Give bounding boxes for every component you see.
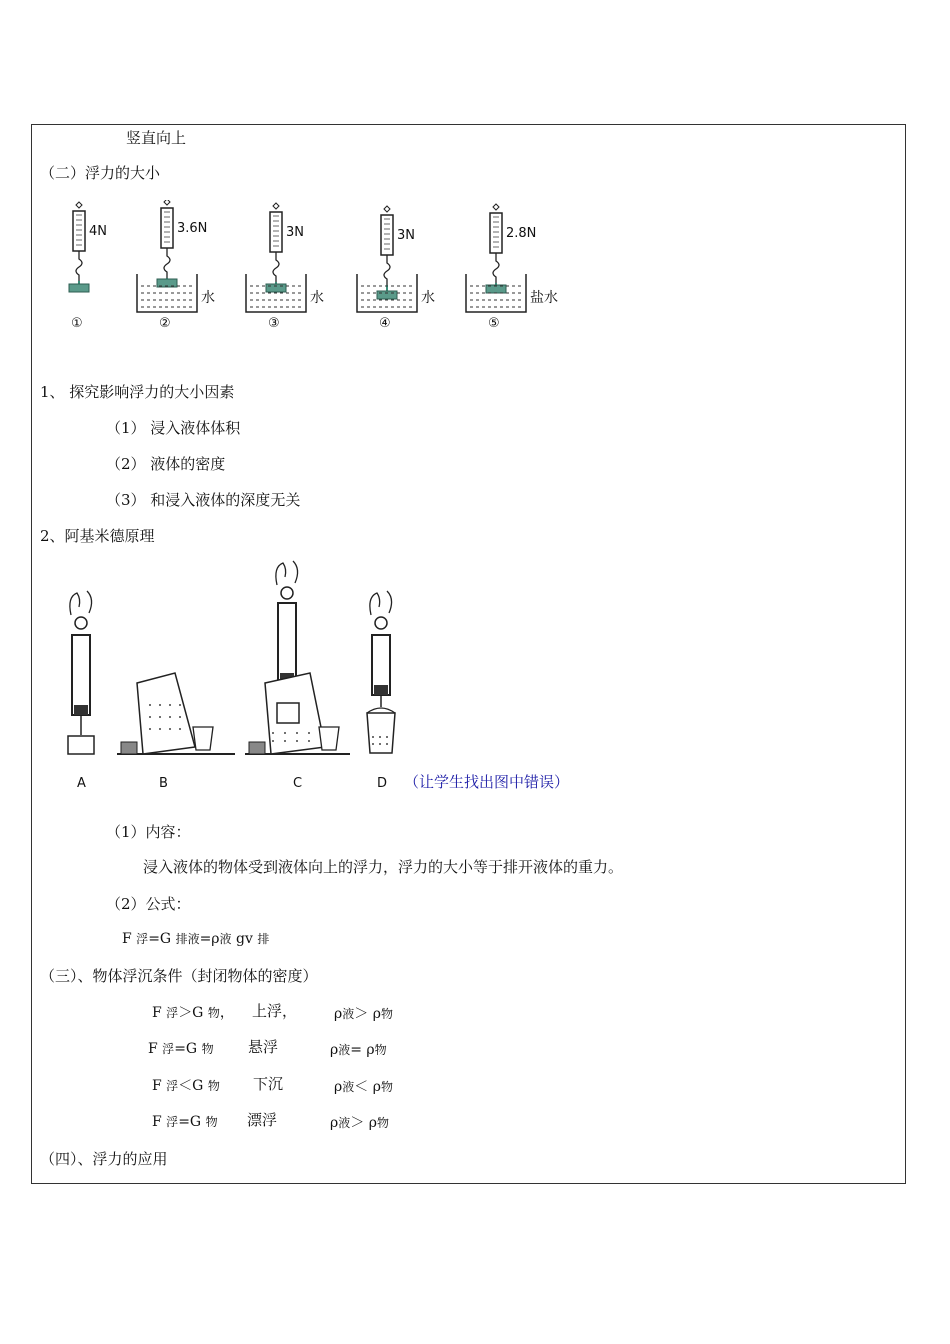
step-number: ③	[268, 316, 280, 331]
condition-force: F 浮=G 物	[152, 1114, 218, 1130]
step-number: ①	[71, 316, 83, 331]
condition-density: ρ液＞ ρ物	[334, 1006, 393, 1022]
condition-density: ρ液＞ ρ物	[330, 1115, 389, 1131]
item-2-archimedes: 2、阿基米德原理	[40, 527, 155, 545]
condition-force: F 浮＞G 物，	[152, 1005, 234, 1021]
scale-reading: 4N	[89, 224, 107, 239]
scale-reading: 3N	[286, 225, 304, 240]
formula-label: （2）公式：	[106, 895, 191, 913]
condition-state: 下沉	[253, 1075, 284, 1093]
content-label: （1）内容：	[106, 823, 191, 841]
spring-scale-3	[246, 203, 324, 331]
spring-scale-4	[357, 206, 435, 331]
figure-label-a: A	[77, 776, 86, 791]
heading-float-sink-conditions: （三）、物体浮沉条件（封闭物体的密度）	[40, 967, 318, 985]
scale-reading: 3.6N	[177, 221, 208, 236]
item-1-factors: 1、 探究影响浮力的大小因素	[40, 383, 235, 401]
figure-label-c: C	[293, 776, 303, 791]
factor-depth: （3） 和浸入液体的深度无关	[106, 491, 301, 509]
liquid-label: 水	[201, 290, 215, 306]
liquid-label: 盐水	[530, 290, 558, 306]
liquid-label: 水	[421, 290, 435, 306]
factor-volume: （1） 浸入液体体积	[106, 419, 241, 437]
condition-force: F 浮=G 物	[148, 1041, 214, 1057]
figure-label-b: B	[159, 776, 168, 791]
figure-archimedes	[55, 555, 615, 800]
figure-spring-scales	[60, 200, 600, 335]
scale-reading: 2.8N	[506, 226, 537, 241]
figure-label-d: D	[377, 776, 388, 791]
heading-buoyancy-applications: （四）、浮力的应用	[40, 1150, 168, 1168]
condition-state: 悬浮	[248, 1038, 279, 1056]
note-find-errors: （让学生找出图中错误）	[404, 773, 570, 791]
step-number: ⑤	[488, 316, 500, 331]
condition-density: ρ液＜ ρ物	[334, 1079, 393, 1095]
heading-buoyancy-size: （二）浮力的大小	[40, 164, 161, 182]
archimedes-statement: 浸入液体的物体受到液体向上的浮力，浮力的大小等于排开液体的重力。	[143, 858, 624, 876]
condition-state: 上浮，	[252, 1002, 298, 1020]
factor-density: （2） 液体的密度	[106, 455, 226, 473]
condition-density: ρ液= ρ物	[330, 1042, 387, 1058]
line-vertical-up: 竖直向上	[126, 129, 187, 147]
step-number: ④	[379, 316, 391, 331]
spring-scale-2	[137, 200, 215, 331]
step-number: ②	[159, 316, 171, 331]
condition-force: F 浮＜G 物	[152, 1078, 220, 1094]
condition-state: 漂浮	[247, 1111, 278, 1129]
scale-reading: 3N	[397, 228, 415, 243]
spring-scale-5	[466, 204, 558, 331]
spring-scale-1	[69, 202, 107, 331]
liquid-label: 水	[310, 290, 324, 306]
formula: F 浮=G 排液=ρ液 gv 排	[122, 931, 270, 947]
